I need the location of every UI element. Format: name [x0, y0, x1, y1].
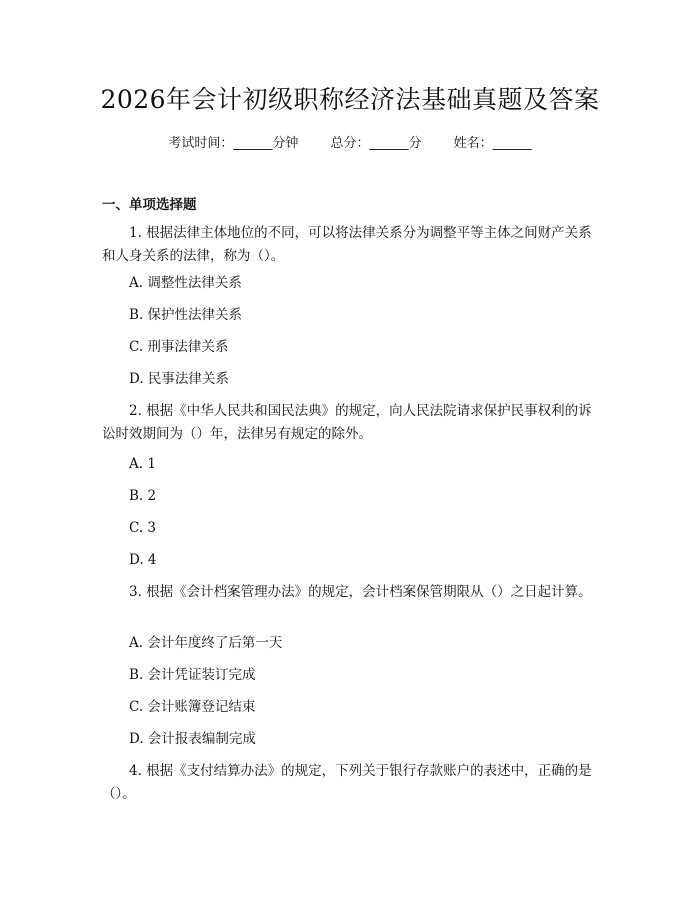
question-3-option-b: B. 会计凭证装订完成	[129, 667, 256, 683]
question-2-option-b: B. 2	[129, 488, 157, 504]
question-2-option-c: C. 3	[129, 520, 157, 536]
question-2-stem: 2. 根据《中华人民共和国民法典》的规定，向人民法院请求保护民事权利的诉讼时效期间为（）年，法律另有规定的除外。	[102, 403, 592, 442]
question-3-option-a: A. 会计年度终了后第一天	[129, 635, 283, 651]
question-2-option-a: A. 1	[129, 456, 156, 472]
exam-meta	[0, 132, 700, 151]
question-1-option-b: B. 保护性法律关系	[129, 307, 243, 323]
question-2-option-d: D. 4	[129, 552, 157, 568]
question-3-option-c: C. 会计账簿登记结束	[129, 699, 256, 715]
question-1-option-a: A. 调整性法律关系	[129, 275, 242, 291]
page-title: 2026年会计初级职称经济法基础真题及答案	[100, 85, 600, 114]
question-1-option-d: D. 民事法律关系	[129, 371, 229, 387]
question-3-option-d: D. 会计报表编制完成	[129, 731, 256, 747]
question-1-stem: 1. 根据法律主体地位的不同，可以将法律关系分为调整平等主体之间财产关系和人身关系的法律，称为（）。	[102, 225, 592, 264]
question-4-stem: 4. 根据《支付结算办法》的规定，下列关于银行存款账户的表述中，正确的是（）。	[102, 763, 592, 802]
question-3-stem: 3. 根据《会计档案管理办法》的规定，会计档案保管期限从（）之日起计算。	[129, 584, 592, 600]
exam-time: 考试时间：______分钟	[168, 136, 299, 151]
exam-name: 姓名：______	[453, 136, 532, 151]
exam-score: 总分：______分	[330, 136, 422, 151]
section-heading: 一、单项选择题	[102, 197, 197, 213]
question-1-option-c: C. 刑事法律关系	[129, 339, 229, 355]
